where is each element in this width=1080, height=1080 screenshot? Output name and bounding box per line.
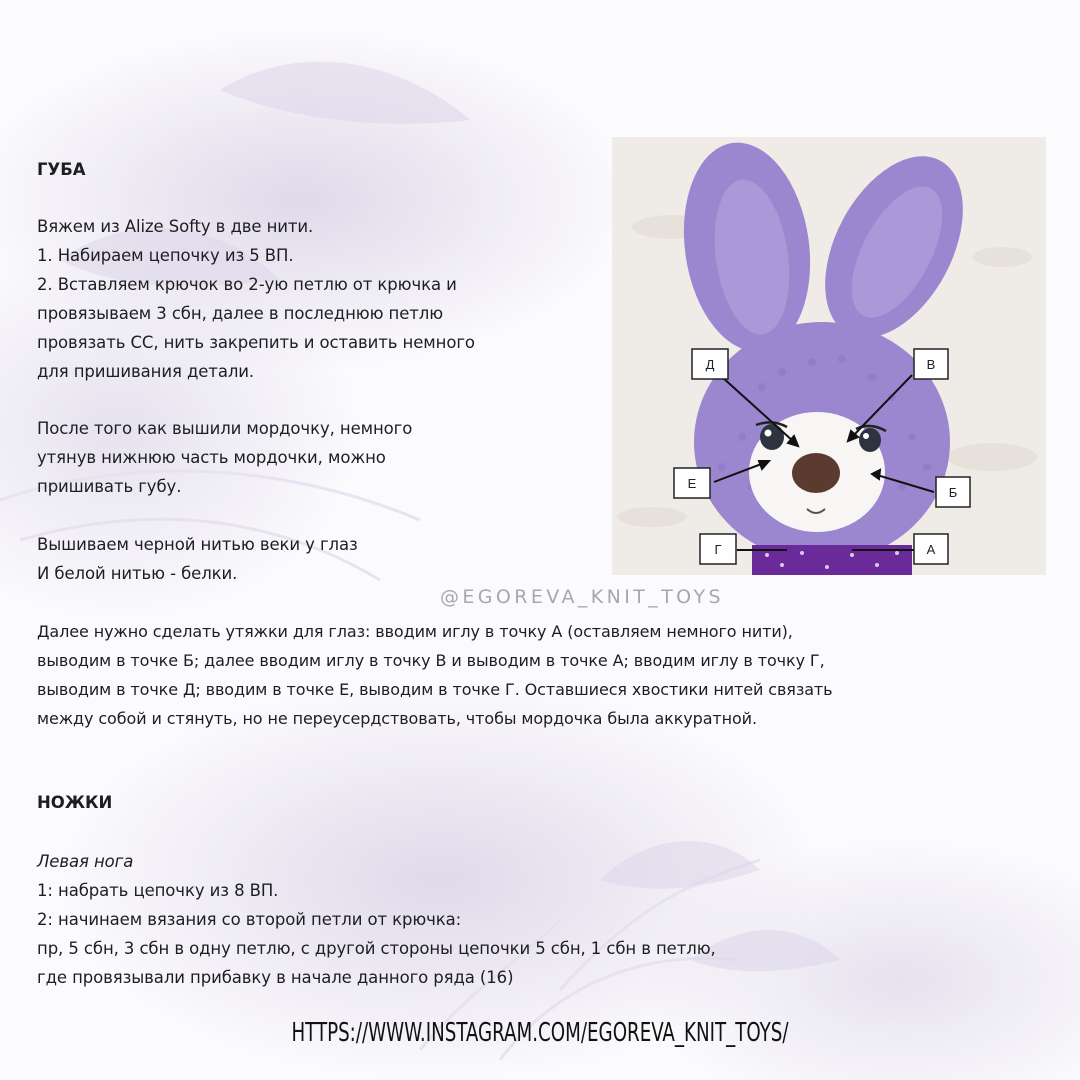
left-leg-subheading: Левая нога xyxy=(37,852,134,871)
label-d: Д xyxy=(705,357,715,372)
tightening-line-2: выводим в точке Б; далее вводим иглу в точку В и выводим в точке А; вводим иглу в точку Г, xyxy=(37,651,825,670)
embroider-line-2: И белой нитью - белки. xyxy=(37,564,238,583)
tightening-line-4: между собой и стянуть, но не переусердствовать, чтобы мордочка была аккуратной. xyxy=(37,709,757,728)
label-b: Б xyxy=(948,485,958,500)
legs-heading: НОЖКИ xyxy=(37,793,113,812)
lip-line-5: провязать СС, нить закрепить и оставить немного xyxy=(37,333,475,352)
leg-line-1: 1: набрать цепочку из 8 ВП. xyxy=(37,881,279,900)
lip-line-6: для пришивания детали. xyxy=(37,362,255,381)
bunny-photo xyxy=(612,137,1046,575)
after-embroider-line-2: утянув нижнюю часть мордочки, можно xyxy=(37,448,386,467)
lip-line-4: провязываем 3 сбн, далее в последнюю петлю xyxy=(37,304,443,323)
label-g: Г xyxy=(714,542,722,557)
label-a: А xyxy=(926,542,936,557)
after-embroider-line-3: пришивать губу. xyxy=(37,477,182,496)
instagram-link[interactable]: HTTPS://WWW.INSTAGRAM.COM/EGOREVA_KNIT_TOYS/ xyxy=(291,1018,789,1048)
lip-line-2: 1. Набираем цепочку из 5 ВП. xyxy=(37,246,294,265)
lip-heading: ГУБА xyxy=(37,160,86,179)
leg-line-2: 2: начинаем вязания со второй петли от крючка: xyxy=(37,910,462,929)
watermark: @EGOREVA_KNIT_TOYS xyxy=(440,586,724,608)
lip-line-3: 2. Вставляем крючок во 2-ую петлю от крючка и xyxy=(37,275,457,294)
lip-line-1: Вяжем из Alize Softy в две нити. xyxy=(37,217,314,236)
leg-line-4: где провязывали прибавку в начале данного ряда (16) xyxy=(37,968,514,987)
tightening-line-1: Далее нужно сделать утяжки для глаз: вводим иглу в точку А (оставляем немного нити), xyxy=(37,622,793,641)
embroider-line-1: Вышиваем черной нитью веки у глаз xyxy=(37,535,358,554)
label-v: В xyxy=(926,357,936,372)
label-e: Е xyxy=(687,476,697,491)
tightening-line-3: выводим в точке Д; вводим в точке Е, выводим в точке Г. Оставшиеся хвостики нитей связать xyxy=(37,680,833,699)
after-embroider-line-1: После того как вышили мордочку, немного xyxy=(37,419,413,438)
leg-line-3: пр, 5 сбн, 3 сбн в одну петлю, с другой стороны цепочки 5 сбн, 1 сбн в петлю, xyxy=(37,939,716,958)
